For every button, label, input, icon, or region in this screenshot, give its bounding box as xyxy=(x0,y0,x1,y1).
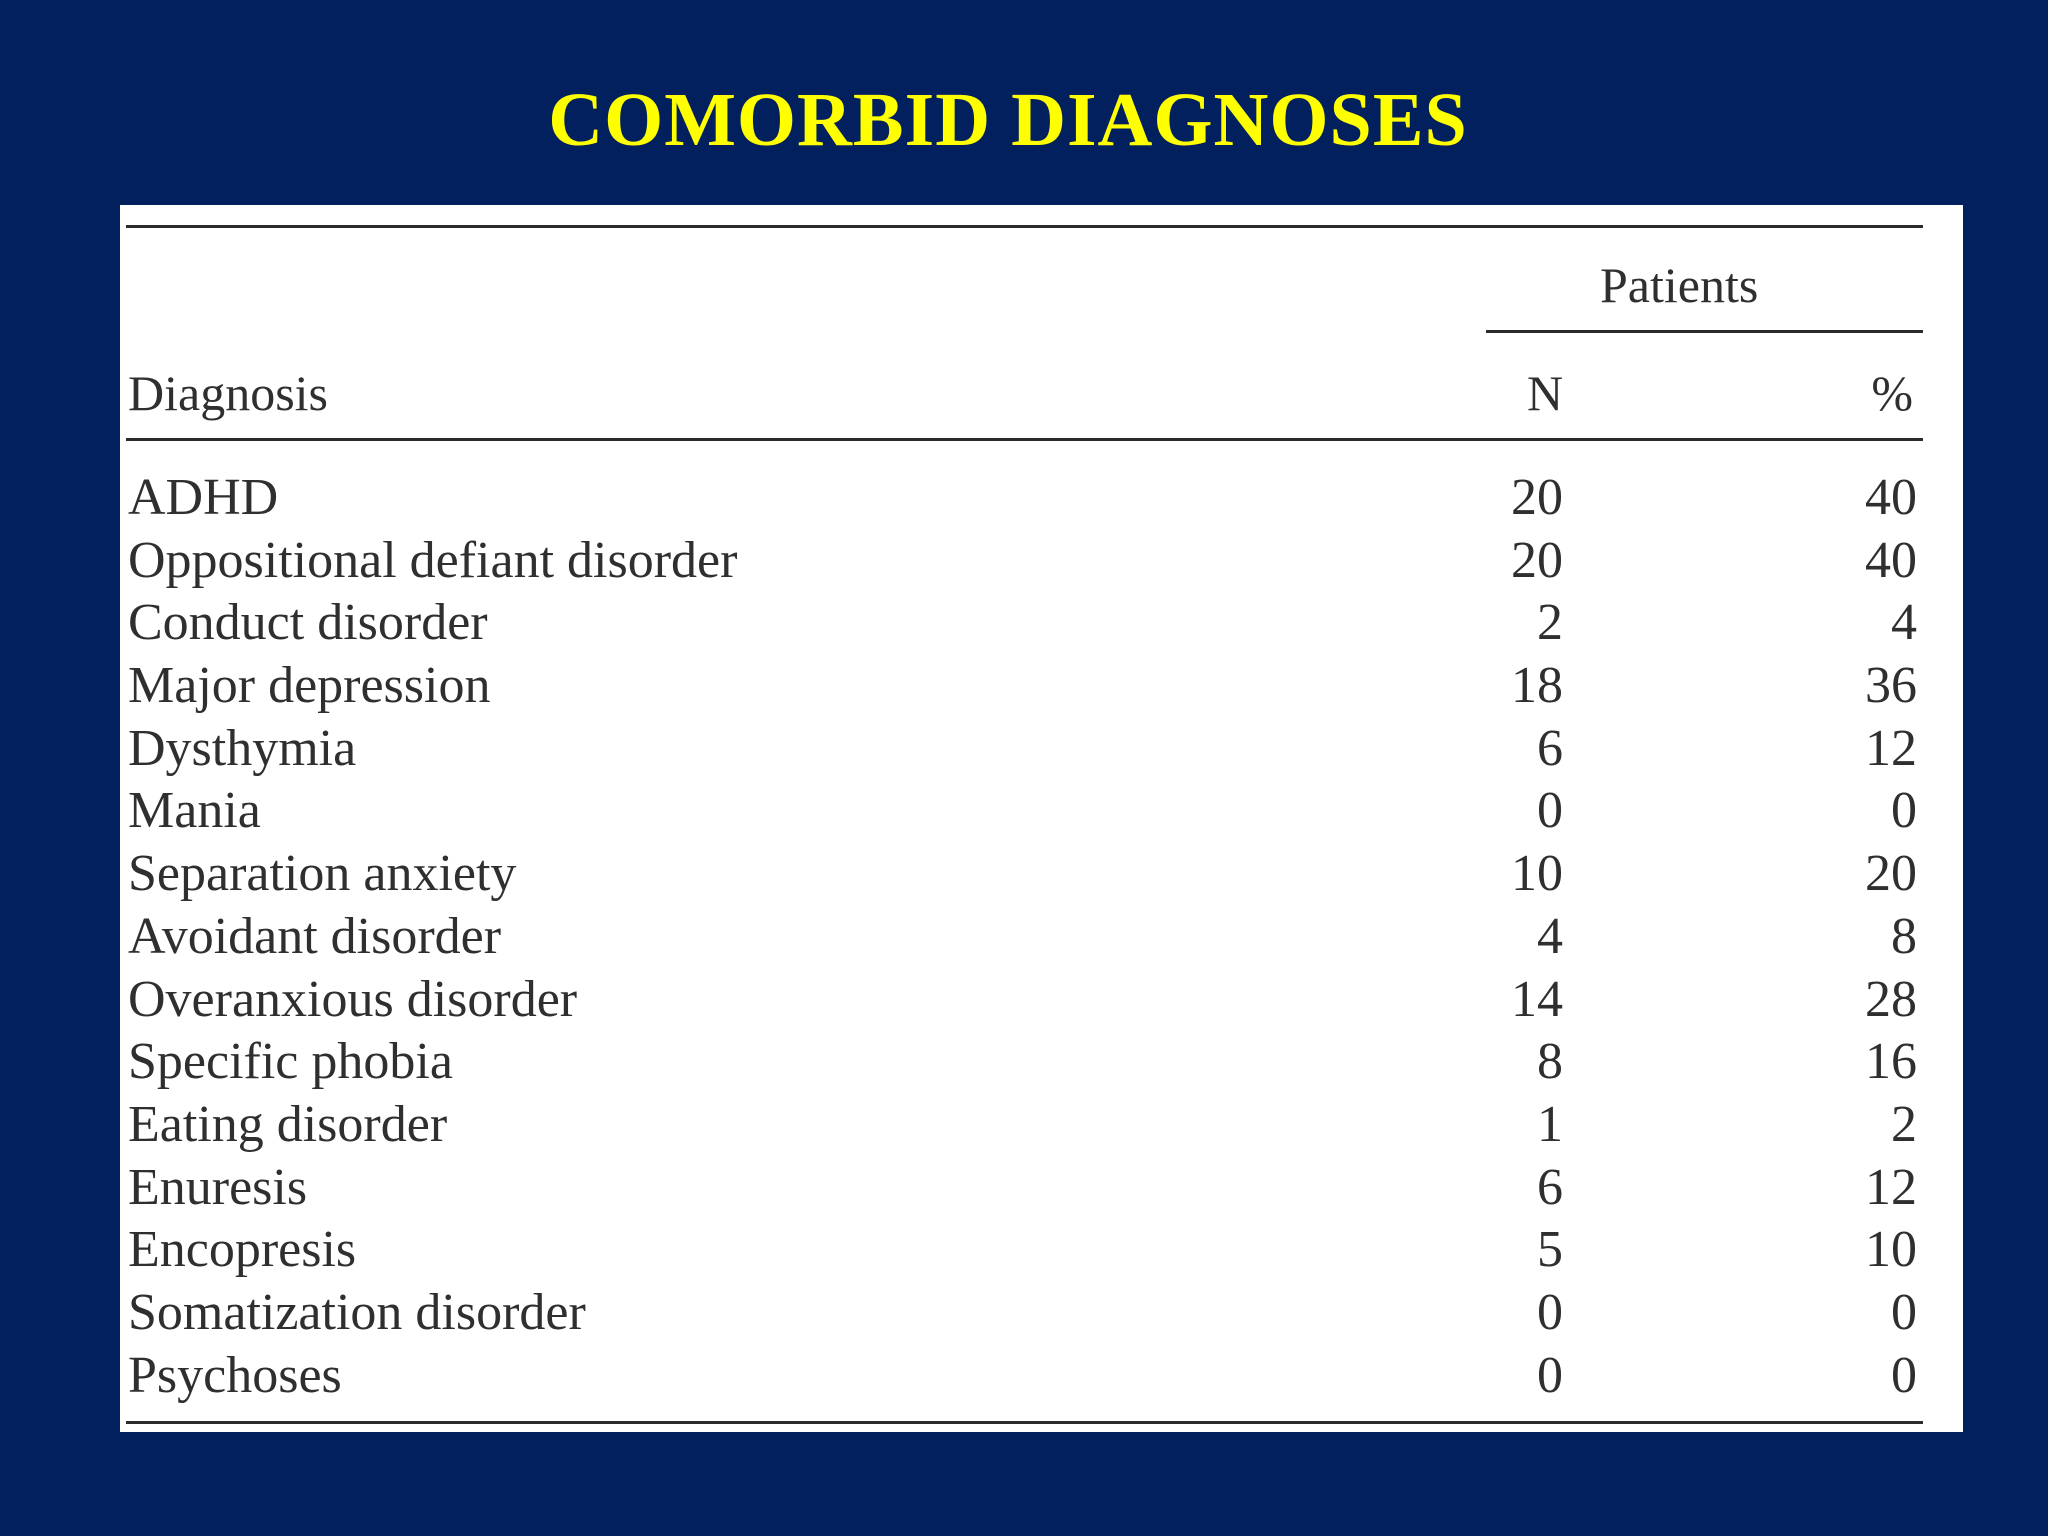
table-row xyxy=(120,1031,1963,1094)
diagnosis-cell: Major depression xyxy=(128,657,491,715)
diagnosis-cell: Oppositional defiant disorder xyxy=(128,531,738,589)
percent-cell: 2 xyxy=(1891,1095,1917,1153)
table-row xyxy=(120,843,1963,906)
table-bottom-rule xyxy=(126,1421,1923,1424)
header-rule xyxy=(126,438,1923,441)
diagnosis-column-header: Diagnosis xyxy=(128,365,328,421)
diagnosis-cell: Somatization disorder xyxy=(128,1283,586,1341)
percent-cell: 4 xyxy=(1891,594,1917,652)
diagnosis-cell: Enuresis xyxy=(128,1158,308,1216)
n-cell: 20 xyxy=(1511,531,1563,589)
percent-cell: 0 xyxy=(1891,1346,1917,1404)
table-row xyxy=(120,969,1963,1032)
diagnosis-cell: Psychoses xyxy=(128,1346,342,1404)
percent-cell: 28 xyxy=(1865,970,1917,1028)
percent-cell: 20 xyxy=(1865,845,1917,903)
n-cell: 0 xyxy=(1537,782,1563,840)
percent-cell: 40 xyxy=(1865,531,1917,589)
diagnosis-cell: Avoidant disorder xyxy=(128,907,502,965)
n-cell: 18 xyxy=(1511,657,1563,715)
n-cell: 1 xyxy=(1537,1095,1563,1153)
n-cell: 5 xyxy=(1537,1221,1563,1279)
percent-cell: 12 xyxy=(1865,1158,1917,1216)
table-row xyxy=(120,1094,1963,1157)
n-cell: 0 xyxy=(1537,1283,1563,1341)
n-cell: 14 xyxy=(1511,970,1563,1028)
percent-cell: 8 xyxy=(1891,907,1917,965)
diagnosis-cell: Conduct disorder xyxy=(128,594,488,652)
patients-group-header: Patients xyxy=(1600,257,1759,313)
percent-cell: 0 xyxy=(1891,782,1917,840)
table-row xyxy=(120,906,1963,969)
table-row xyxy=(120,1219,1963,1282)
percent-column-header: % xyxy=(1871,365,1913,421)
percent-cell: 40 xyxy=(1865,469,1917,526)
percent-cell: 36 xyxy=(1865,657,1917,715)
table-row xyxy=(120,592,1963,655)
percent-cell: 16 xyxy=(1865,1033,1917,1091)
table-row xyxy=(120,718,1963,781)
n-cell: 6 xyxy=(1537,719,1563,777)
n-cell: 0 xyxy=(1537,1346,1563,1404)
slide-title: COMORBID DIAGNOSES xyxy=(548,78,1468,162)
table-row xyxy=(120,780,1963,843)
table-body xyxy=(120,467,1963,1407)
diagnoses-table xyxy=(120,205,1963,1432)
table-row xyxy=(120,530,1963,593)
diagnosis-cell: Mania xyxy=(128,782,261,840)
diagnosis-cell: Encopresis xyxy=(128,1221,357,1279)
diagnosis-cell: Separation anxiety xyxy=(128,845,517,903)
diagnosis-cell: Eating disorder xyxy=(128,1095,448,1153)
table-top-rule xyxy=(126,225,1923,228)
percent-cell: 12 xyxy=(1865,719,1917,777)
n-cell: 10 xyxy=(1511,845,1563,903)
percent-cell: 10 xyxy=(1865,1221,1917,1279)
table-row xyxy=(120,1282,1963,1345)
patients-group-rule xyxy=(1486,330,1923,333)
table-row xyxy=(120,1345,1963,1408)
diagnosis-cell: Specific phobia xyxy=(128,1033,453,1091)
n-cell: 8 xyxy=(1537,1033,1563,1091)
n-column-header: N xyxy=(1526,365,1564,421)
n-cell: 20 xyxy=(1511,469,1563,526)
n-cell: 4 xyxy=(1537,907,1563,965)
diagnosis-cell: ADHD xyxy=(128,469,279,526)
table-row xyxy=(120,655,1963,718)
percent-cell: 0 xyxy=(1891,1283,1917,1341)
n-cell: 6 xyxy=(1537,1158,1563,1216)
diagnosis-cell: Overanxious disorder xyxy=(128,970,578,1028)
diagnosis-cell: Dysthymia xyxy=(128,719,357,777)
table-row xyxy=(120,1157,1963,1220)
n-cell: 2 xyxy=(1537,594,1563,652)
table-row xyxy=(120,467,1963,530)
